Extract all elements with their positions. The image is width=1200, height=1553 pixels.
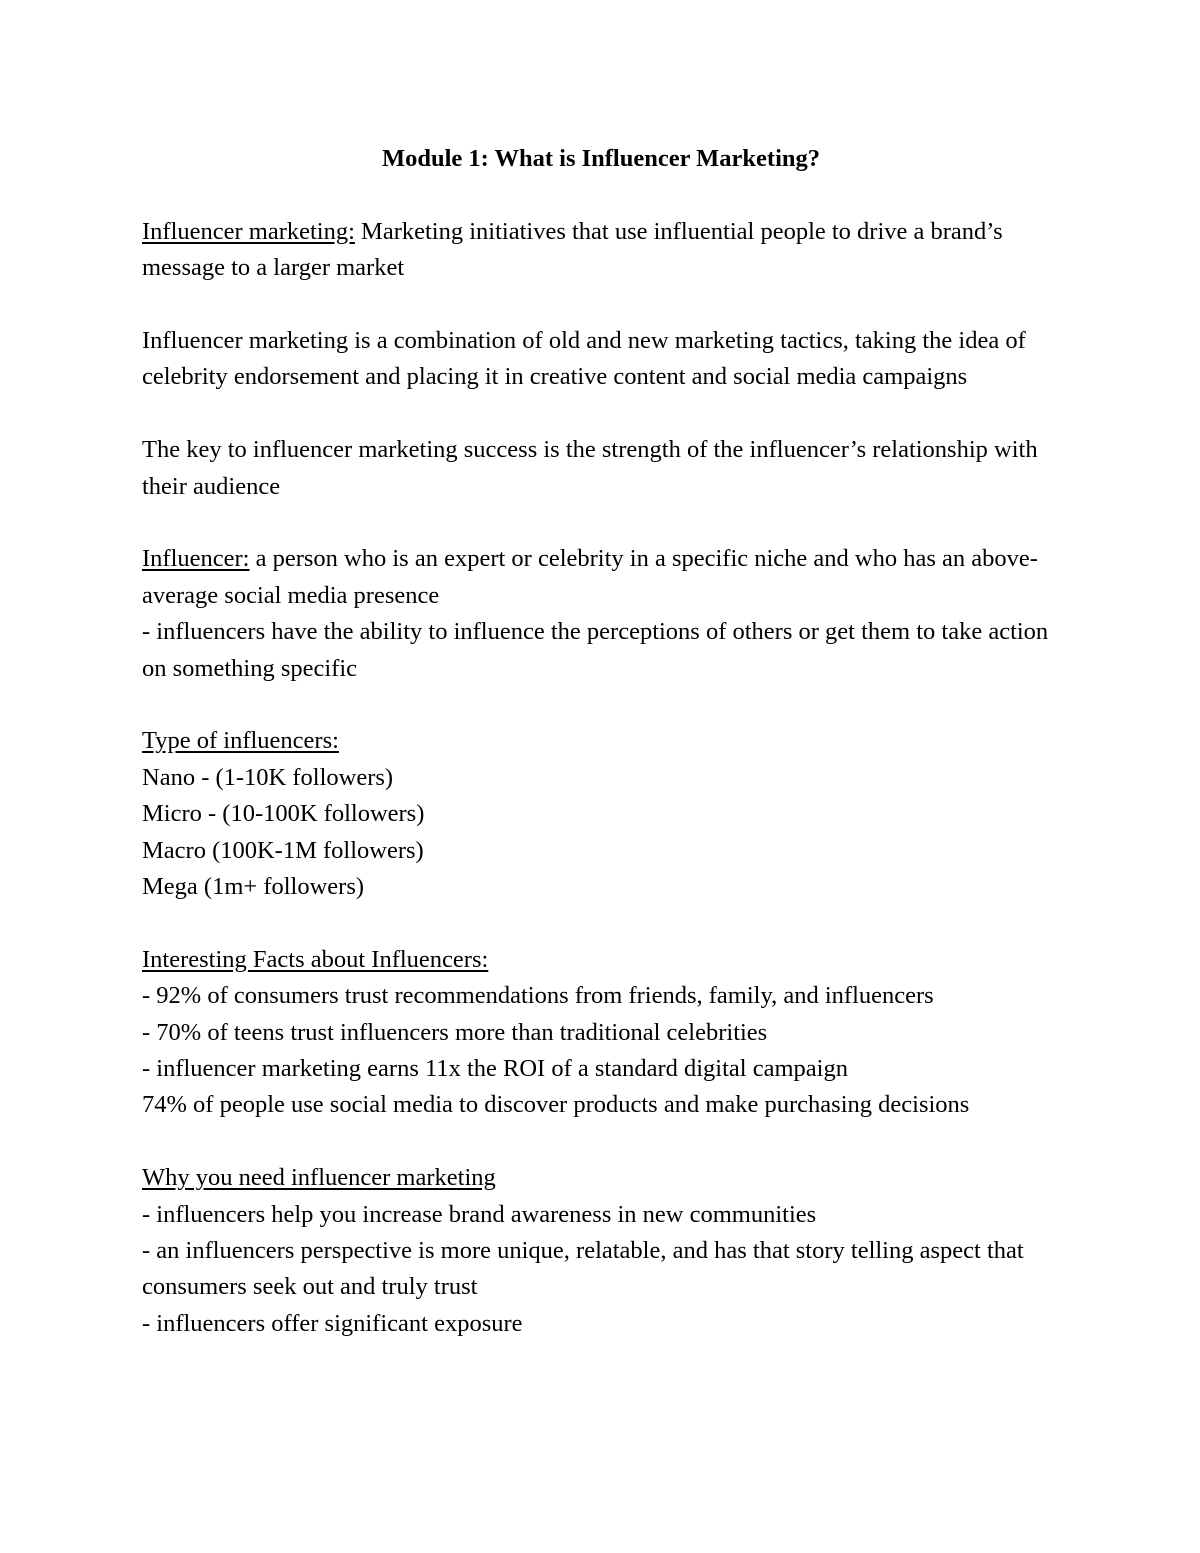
influencer-definition-text: a person who is an expert or celebrity in a specific niche and who has an above-average social media presence	[142, 545, 1038, 609]
fact-item: - 92% of consumers trust recommendations from friends, family, and influencers	[142, 982, 934, 1010]
why-item: - influencers offer significant exposure	[142, 1309, 523, 1337]
influencer-type-item: Macro (100K-1M followers)	[142, 836, 424, 864]
influencer-ability-bullet: - influencers have the ability to influence the perceptions of others or get them to take action on something specific	[142, 618, 1049, 682]
influencer-marketing-definition	[142, 214, 1060, 287]
influencer-type-item: Mega (1m+ followers)	[142, 873, 365, 901]
why-heading: Why you need influencer marketing	[142, 1164, 496, 1192]
combination-paragraph: Influencer marketing is a combination of old and new marketing tactics, taking the idea of celebrity endorsement and placing it in creative content and social media campaigns	[142, 327, 1026, 391]
why-item: - influencers help you increase brand awareness in new communities	[142, 1200, 817, 1228]
influencer-marketing-definition-text: Marketing initiatives that use influential people to drive a brand’s message to a larger market	[142, 217, 1003, 282]
key-success-paragraph: The key to influencer marketing success is the strength of the influencer’s relationship with their audience	[142, 436, 1038, 500]
influencer-definition	[142, 541, 1060, 687]
influencer-types-heading: Type of influencers:	[142, 727, 339, 755]
influencer-types-section	[142, 723, 1060, 905]
influencer-type-item: Nano - (1-10K followers)	[142, 763, 394, 791]
influencer-type-item: Micro - (10-100K followers)	[142, 800, 425, 828]
facts-heading: Interesting Facts about Influencers:	[142, 945, 489, 973]
page-title: Module 1: What is Influencer Marketing?	[381, 145, 821, 172]
fact-item: 74% of people use social media to discover products and make purchasing decisions	[142, 1091, 970, 1119]
facts-section	[142, 942, 1060, 1124]
fact-item: - 70% of teens trust influencers more than traditional celebrities	[142, 1018, 768, 1046]
why-section	[142, 1160, 1060, 1342]
why-item: - an influencers perspective is more unique, relatable, and has that story telling aspect that consumers seek out and truly trust	[142, 1237, 1024, 1301]
influencer-term: Influencer:	[142, 545, 250, 573]
fact-item: - influencer marketing earns 11x the ROI of a standard digital campaign	[142, 1055, 848, 1083]
influencer-marketing-term: Influencer marketing:	[142, 217, 355, 245]
